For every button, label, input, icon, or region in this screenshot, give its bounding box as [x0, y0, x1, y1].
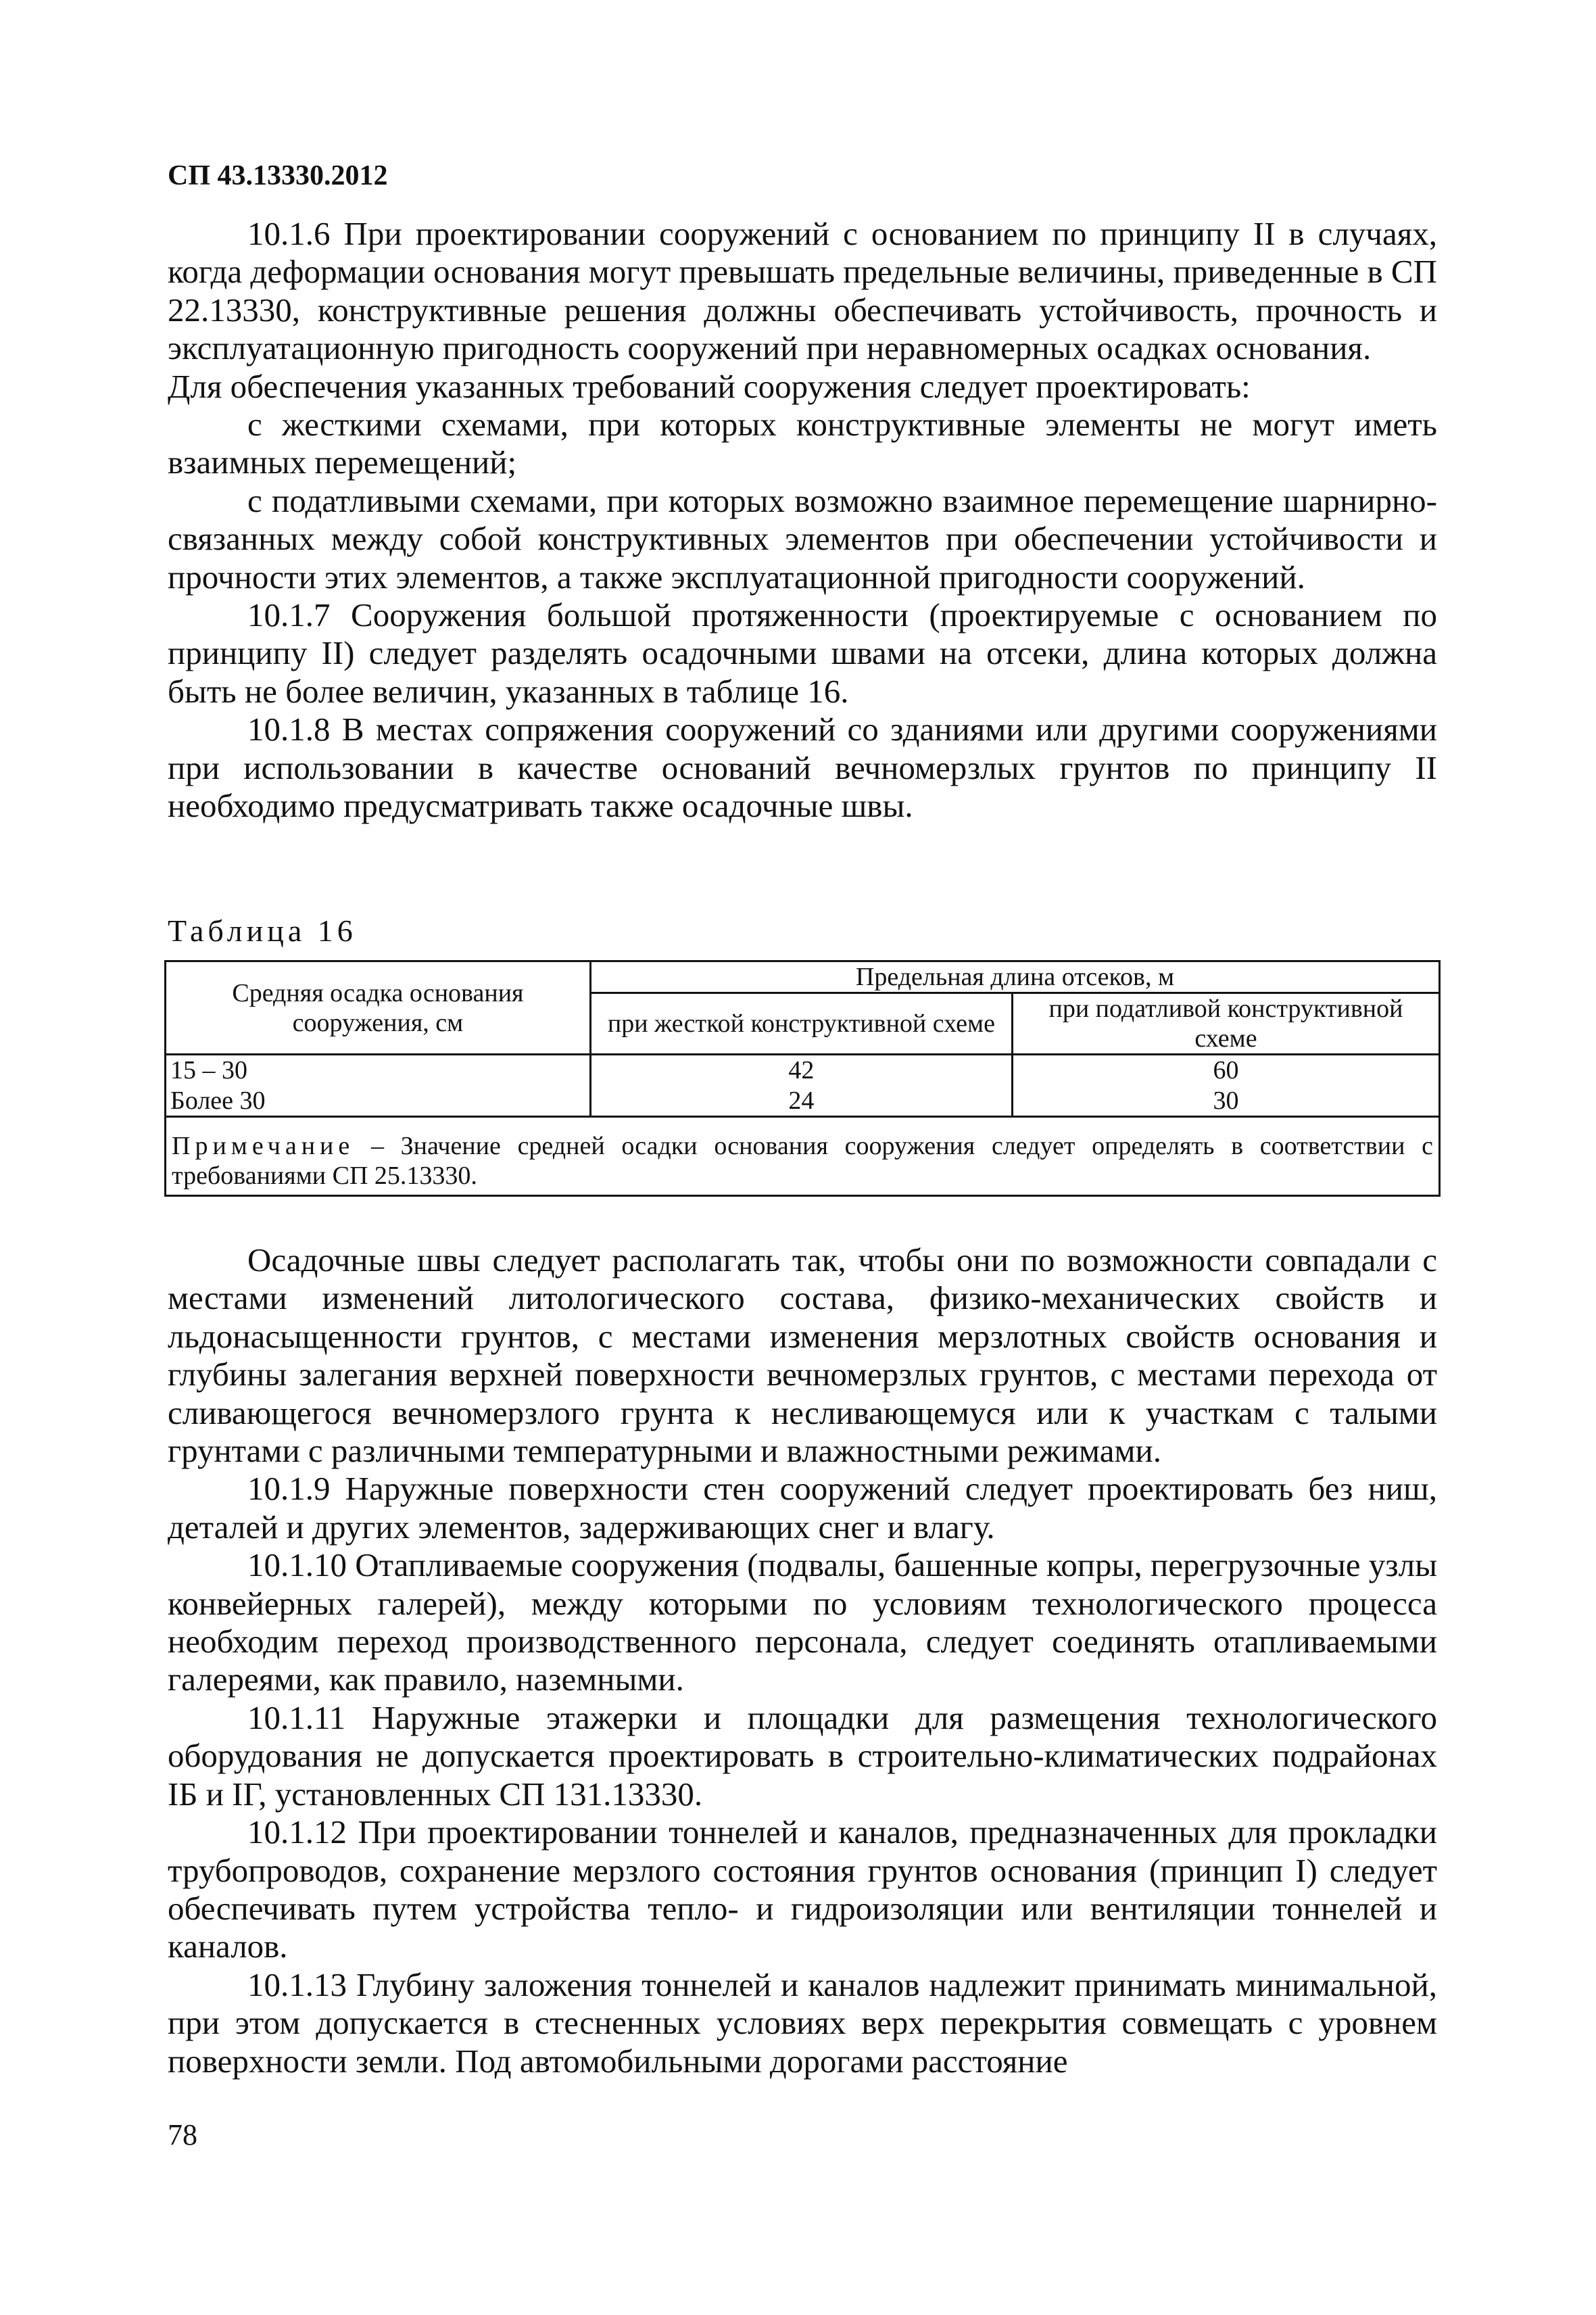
note-label: Примечание: [172, 1132, 355, 1160]
table-16: [164, 960, 1441, 1197]
paragraph-10-1-8: 10.1.8 В местах сопряжения сооружений со зданиями или другими сооружениями при использовании в качестве оснований вечномерзлых грунтов по принципу II необходимо предусматривать также осадочные швы.: [168, 711, 1437, 825]
body-text-top: [168, 215, 1437, 826]
table-cell-settlement: 15 – 30: [166, 1055, 591, 1086]
table-note: [166, 1117, 1440, 1196]
header-max-length: Предельная длина отсеков, м: [590, 961, 1439, 993]
document-code-header: СП 43.13330.2012: [168, 160, 388, 191]
paragraph-10-1-10: 10.1.10 Отапливаемые сооружения (подвалы, башенные копры, перегрузочные узлы конвейерных галерей), между которыми по условиям технологического процесса необходим переход производственного персонала, следует соединять отапливаемыми галереями, как правило, наземными.: [168, 1546, 1437, 1698]
paragraph-10-1-12: 10.1.12 При проектировании тоннелей и каналов, предназначенных для прокладки трубопроводов, сохранение мерзлого состояния грунтов основания (принцип I) следует обеспечивать путем устройства тепло- и гидроизоляции или вентиляции тоннелей и каналов.: [168, 1813, 1437, 1965]
page-number: 78: [168, 2118, 197, 2151]
paragraph-10-1-7: 10.1.7 Сооружения большой протяженности (проектируемые с основанием по принципу II) следует разделять осадочными швами на отсеки, длина которых должна быть не более величин, указанных в таблице 16.: [168, 596, 1437, 710]
paragraph-requirements-intro: Для обеспечения указанных требований сооружения следует проектировать:: [168, 367, 1251, 405]
paragraph-10-1-13: 10.1.13 Глубину заложения тоннелей и каналов надлежит принимать минимальной, при этом допускается в стесненных условиях верх перекрытия совмещать с уровнем поверхности земли. Под автомобильными дорогами расстояние: [168, 1965, 1437, 2080]
note-text: – Значение средней осадки основания сооружения следует определять в соответствии с требованиями СП 25.13330.: [172, 1132, 1433, 1190]
table-caption: Таблица 16: [168, 913, 357, 948]
header-flexible-scheme: при податливой конструктивной схеме: [1012, 993, 1439, 1055]
paragraph-10-1-9: 10.1.9 Наружные поверхности стен сооружений следует проектировать без ниш, деталей и других элементов, задерживающих снег и влагу.: [168, 1470, 1437, 1546]
header-settlement: Средняя осадка основания сооружения, см: [166, 961, 591, 1055]
table-cell-rigid: 24: [590, 1086, 1012, 1117]
body-text-bottom: [168, 1241, 1437, 2080]
table-cell-rigid: 42: [590, 1055, 1012, 1086]
paragraph-10-1-11: 10.1.11 Наружные этажерки и площадки для размещения технологического оборудования не допускается проектировать в строительно-климатических подрайонах IБ и IГ, установленных СП 131.13330.: [168, 1698, 1437, 1813]
header-rigid-scheme: при жесткой конструктивной схеме: [590, 993, 1012, 1055]
paragraph-flexible-schemes: с податливыми схемами, при которых возможно взаимное перемещение шарнирно-связанных между собой конструктивных элементов при обеспечении устойчивости и прочности этих элементов, а также эксплуатационной пригодности сооружений.: [168, 481, 1437, 596]
table-cell-flexible: 30: [1012, 1086, 1439, 1117]
paragraph-rigid-schemes: с жесткими схемами, при которых конструктивные элементы не могут иметь взаимных перемещений;: [168, 406, 1437, 481]
paragraph-settlement-joints: Осадочные швы следует располагать так, чтобы они по возможности совпадали с местами изменений литологического состава, физико-механических свойств и льдонасыщенности грунтов, с местами изменения мерзлотных свойств основания и глубины залегания верхней поверхности вечномерзлых грунтов, с местами перехода от сливающегося вечномерзлого грунта к несливающемуся или к участкам с талыми грунтами с различными температурными и влажностными режимами.: [168, 1241, 1437, 1470]
paragraph-10-1-6: 10.1.6 При проектировании сооружений с основанием по принципу II в случаях, когда деформации основания могут превышать предельные величины, приведенные в СП 22.13330, конструктивные решения должны обеспечивать устойчивость, прочность и эксплуатационную пригодность сооружений при неравномерных осадках основания.: [168, 215, 1437, 367]
table-cell-settlement: Более 30: [166, 1086, 591, 1117]
table-cell-flexible: 60: [1012, 1055, 1439, 1086]
